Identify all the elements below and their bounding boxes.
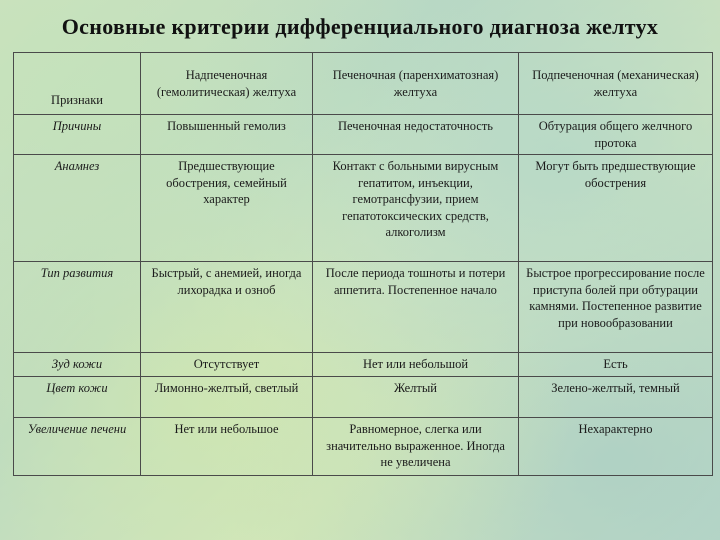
cell-hepatic: Желтый [313, 377, 519, 418]
table-row [14, 353, 713, 377]
header-prehepatic: Надпеченочная (гемолитическая) желтуха [141, 53, 313, 115]
cell-prehepatic: Лимонно-желтый, светлый [141, 377, 313, 418]
cell-prehepatic: Быстрый, с анемией, иногда лихорадка и озноб [141, 262, 313, 353]
page-title: Основные критерии дифференциального диагноза желтух [61, 14, 659, 39]
row-label: Зуд кожи [14, 353, 141, 377]
cell-posthepatic: Обтурация общего желчного протока [519, 115, 713, 155]
diagnosis-table [13, 52, 713, 476]
table-row [14, 155, 713, 262]
cell-hepatic: Нет или небольшой [313, 353, 519, 377]
cell-prehepatic: Отсутствует [141, 353, 313, 377]
table-row [14, 418, 713, 476]
table-row [14, 115, 713, 155]
cell-posthepatic: Есть [519, 353, 713, 377]
cell-hepatic: После периода тошноты и потери аппетита. Постепенное начало [313, 262, 519, 353]
cell-posthepatic: Нехарактерно [519, 418, 713, 476]
cell-posthepatic: Зелено-желтый, темный [519, 377, 713, 418]
header-hepatic: Печеночная (паренхиматозная) желтуха [313, 53, 519, 115]
cell-hepatic: Печеночная недостаточность [313, 115, 519, 155]
table-row [14, 262, 713, 353]
table-header-row [14, 53, 713, 115]
row-label: Тип развития [14, 262, 141, 353]
header-feature: Признаки [14, 53, 141, 115]
cell-prehepatic: Нет или небольшое [141, 418, 313, 476]
row-label: Анамнез [14, 155, 141, 262]
row-label: Причины [14, 115, 141, 155]
cell-hepatic: Контакт с больными вирусным гепатитом, инъекции, гемотрансфузии, прием гепатотоксических средств, алкоголизм [313, 155, 519, 262]
header-posthepatic: Подпеченочная (механическая) желтуха [519, 53, 713, 115]
cell-posthepatic: Быстрое прогрессирование после приступа болей при обтурации камнями. Постепенное развитие при новообразовании [519, 262, 713, 353]
cell-hepatic: Равномерное, слегка или значительно выраженное. Иногда не увеличена [313, 418, 519, 476]
row-label: Цвет кожи [14, 377, 141, 418]
cell-prehepatic: Повышенный гемолиз [141, 115, 313, 155]
row-label: Увеличение печени [14, 418, 141, 476]
cell-prehepatic: Предшествующие обострения, семейный характер [141, 155, 313, 262]
table-row [14, 377, 713, 418]
cell-posthepatic: Могут быть предшествующие обострения [519, 155, 713, 262]
